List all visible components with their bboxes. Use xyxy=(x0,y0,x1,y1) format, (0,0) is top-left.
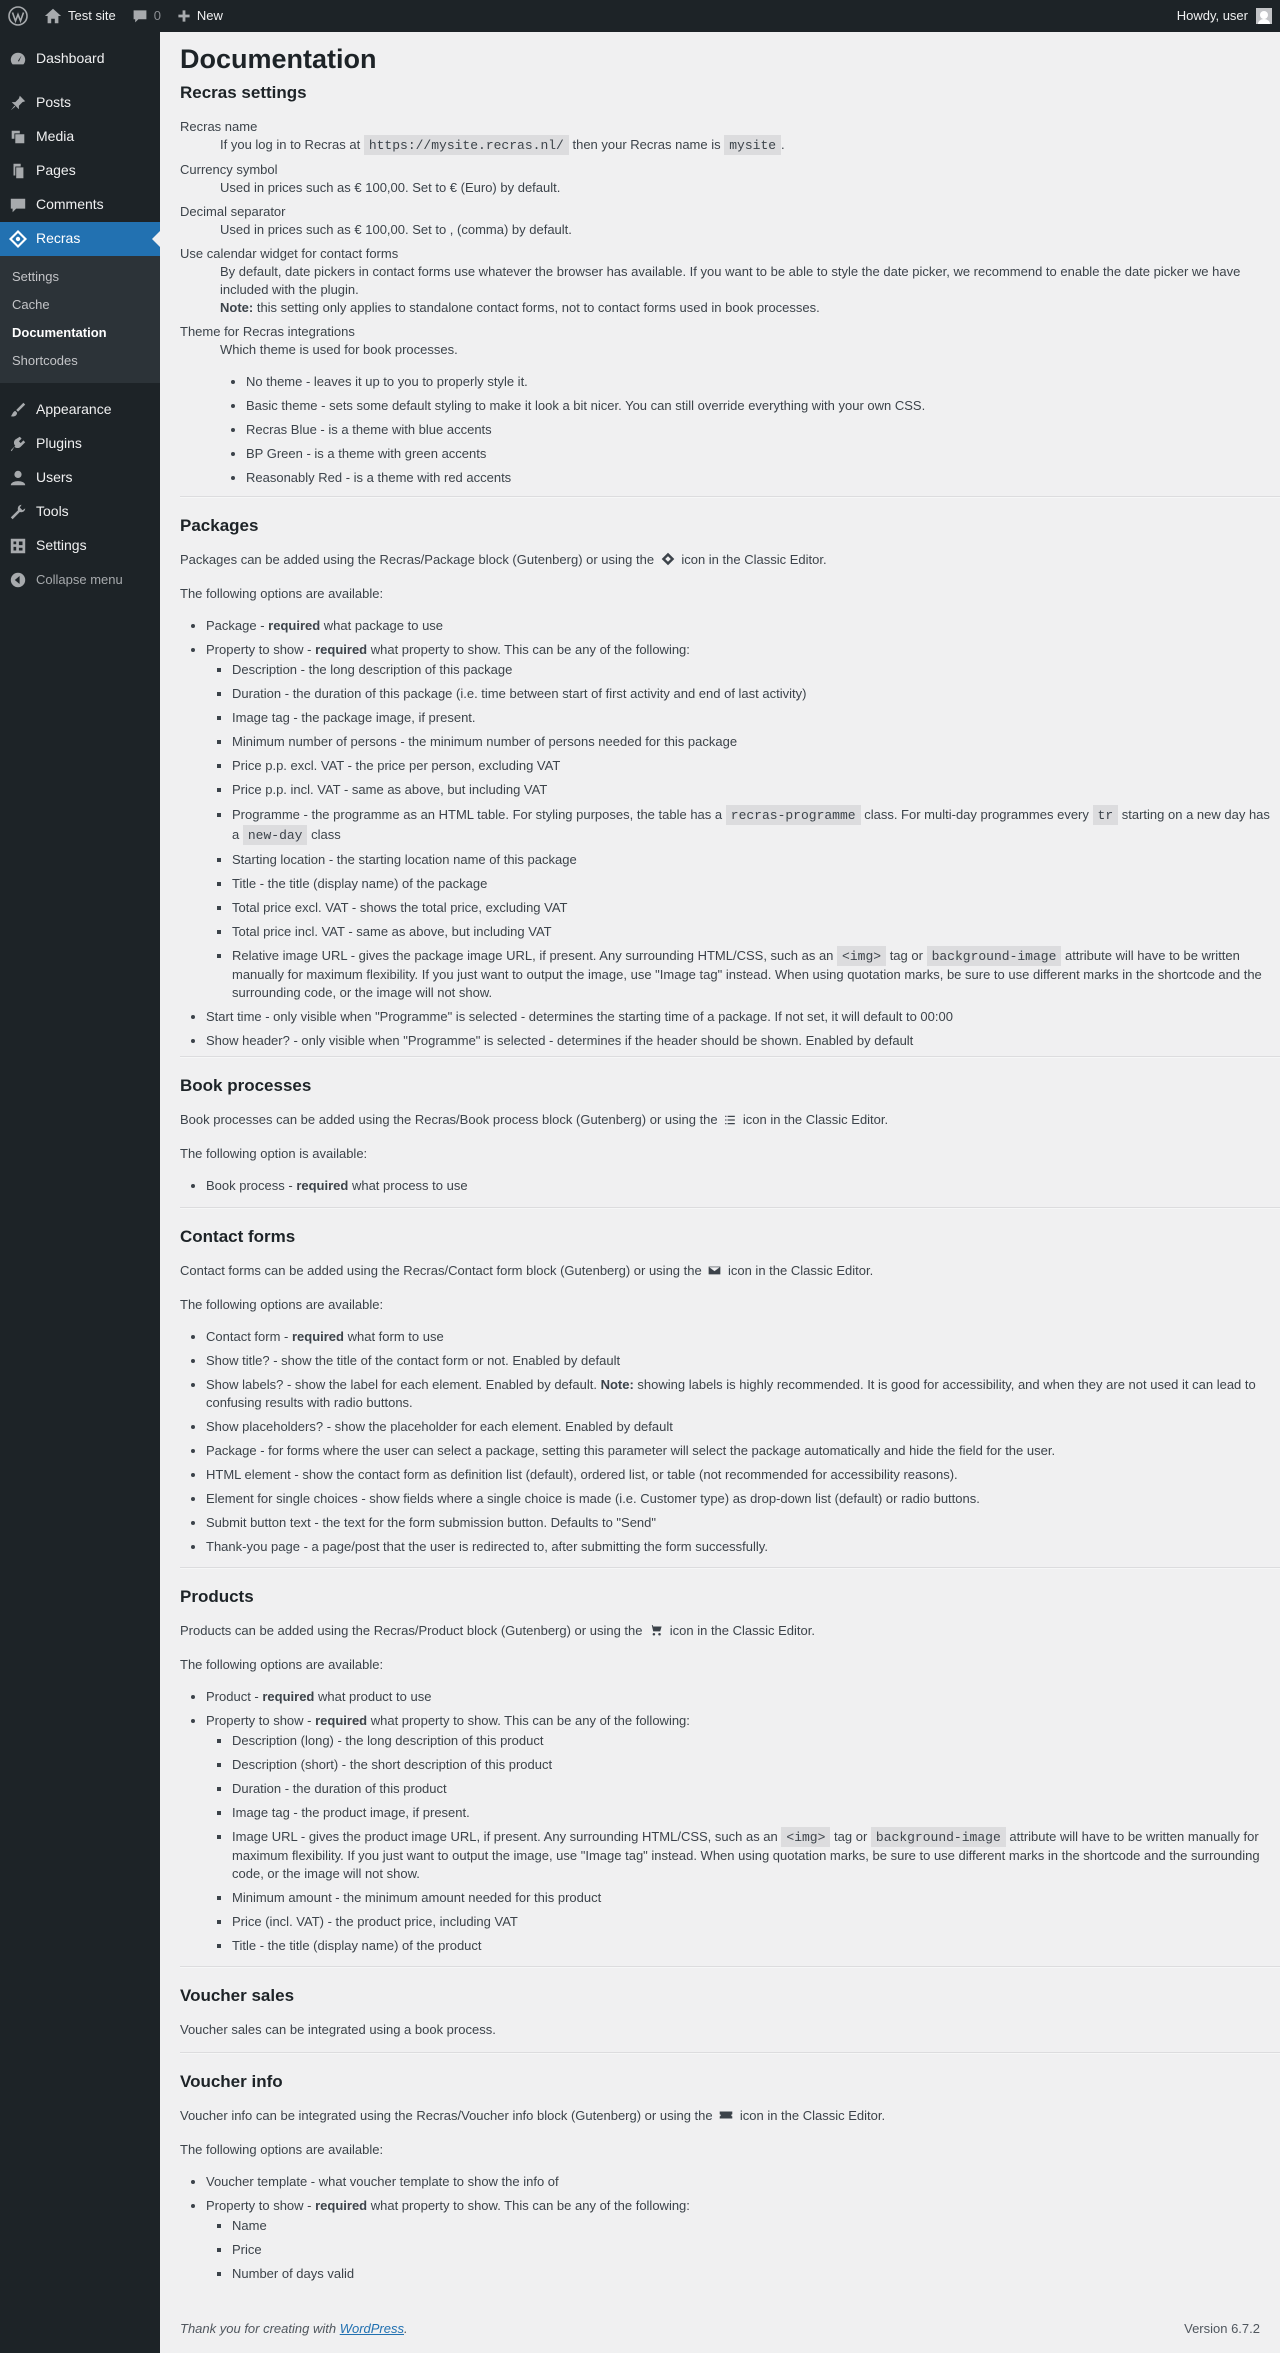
list-icon xyxy=(724,1113,736,1131)
list-item: ▪ Total price excl. VAT - shows the total price, excluding VAT xyxy=(232,899,1280,917)
sidebar-item-label: Tools xyxy=(36,503,69,520)
setting-description: Used in prices such as € 100,00. Set to € (Euro) by default. xyxy=(220,180,561,196)
text: icon in the Classic Editor. xyxy=(742,1112,889,1128)
media-icon xyxy=(8,127,28,147)
list-item: • Show header? - only visible when "Programme" is selected - determines if the header should be shown. Enabled by default xyxy=(206,1032,1280,1050)
text: Show labels? - show the label for each element. Enabled by default. xyxy=(206,1377,601,1393)
text: tag or xyxy=(834,1829,868,1845)
text: attribute will have to be written manually for maximum flexibility. If you just want to output the image, use "Image tag" instead. When using quotation marks, be sure to use different marks in the shortcode and the surrounding code, or the image will not show. xyxy=(232,1829,1260,1882)
setting-term: Use calendar widget for contact forms xyxy=(180,246,399,262)
text: Book processes can be added using the Recras/Book process block (Gutenberg) or using the xyxy=(180,1112,718,1128)
list-item: ▪ Minimum number of persons - the minimum number of persons needed for this package xyxy=(232,733,1280,751)
note-label: Note: xyxy=(220,300,254,316)
comments-icon xyxy=(8,195,28,215)
settings-icon xyxy=(8,536,28,556)
cart-icon xyxy=(649,1623,663,1642)
code: new-day xyxy=(243,825,308,845)
sidebar-item-label: Comments xyxy=(36,196,104,213)
required-label: required xyxy=(291,1329,344,1345)
list-item xyxy=(206,1177,1280,1195)
list-item: • Show title? - show the title of the contact form or not. Enabled by default xyxy=(206,1352,1280,1370)
section-intro xyxy=(180,1111,1280,1131)
footer-version: Version 6.7.2 xyxy=(1184,2321,1260,2336)
list-item xyxy=(206,641,1280,1002)
footer-thanks xyxy=(180,2320,408,2338)
users-icon xyxy=(8,468,28,488)
options-intro: The following options are available: xyxy=(180,1657,384,1673)
list-item xyxy=(206,1328,1280,1346)
text: then your Recras name is xyxy=(572,137,721,153)
sidebar-item-pages[interactable] xyxy=(0,154,160,188)
list-item: • Thank-you page - a page/post that the user is redirected to, after submitting the form successfully. xyxy=(206,1538,1280,1556)
text: what package to use xyxy=(320,618,444,634)
voucher-info-section xyxy=(180,2054,1280,2283)
sidebar-item-comments[interactable] xyxy=(0,188,160,222)
setting-term: Recras name xyxy=(180,119,258,135)
sidebar-item-label: Dashboard xyxy=(36,50,105,67)
list-item: ▪ Starting location - the starting location name of this package xyxy=(232,851,1280,869)
list-item: ▪ Number of days valid xyxy=(232,2265,1280,2283)
sidebar-item-label: Recras xyxy=(36,230,81,247)
required-label: required xyxy=(262,1689,315,1705)
comments-link[interactable] xyxy=(124,0,169,32)
avatar xyxy=(1256,8,1272,24)
setting-description xyxy=(220,136,1280,155)
text: this setting only applies to standalone contact forms, not to contact forms used in book processes. xyxy=(253,300,820,316)
list-item xyxy=(206,617,1280,635)
list-item: • Recras Blue - is a theme with blue accents xyxy=(246,421,1280,439)
text: what product to use xyxy=(314,1689,432,1705)
sidebar-item-plugins[interactable] xyxy=(0,427,160,461)
list-item: ▪ Image tag - the product image, if present. xyxy=(232,1804,1280,1822)
text: attribute will have to be written manually for maximum flexibility. If you just want to output the image, use "Image tag" instead. When using quotation marks, be sure to use different marks in the shortcode and the surrounding code, or the image will not show. xyxy=(232,948,1262,1001)
list-item xyxy=(206,1688,1280,1706)
property-list xyxy=(206,2217,1280,2283)
sidebar-item-appearance[interactable] xyxy=(0,393,160,427)
text: what process to use xyxy=(348,1178,468,1194)
sidebar-item-label: Appearance xyxy=(36,401,112,418)
list-item: ▪ Image tag - the package image, if present. xyxy=(232,709,1280,727)
list-item: ▪ Description (short) - the short description of this product xyxy=(232,1756,1280,1774)
options-intro: The following options are available: xyxy=(180,2142,384,2158)
page-title: Documentation xyxy=(180,44,377,74)
setting-description: Used in prices such as € 100,00. Set to , (comma) by default. xyxy=(220,222,572,238)
packages-section xyxy=(180,498,1280,1056)
text: what form to use xyxy=(343,1329,444,1345)
home-icon xyxy=(44,7,62,25)
code: recras-programme xyxy=(726,805,861,825)
list-item: • Start time - only visible when "Programme" is selected - determines the starting time of a package. If not set, it will default to 00:00 xyxy=(206,1008,1280,1026)
list-item: ▪ Price (incl. VAT) - the product price, including VAT xyxy=(232,1913,1280,1931)
text: Product - xyxy=(206,1689,263,1705)
section-intro xyxy=(180,551,1280,571)
collapse-menu-button[interactable] xyxy=(0,563,160,597)
new-label: New xyxy=(196,7,223,23)
text: Property to show - xyxy=(206,1713,316,1729)
code: background-image xyxy=(871,1827,1006,1847)
text: showing labels is highly recommended. It is good for accessibility, and when they are not used it can lead to confusing results with radio buttons. xyxy=(206,1377,1256,1411)
envelope-icon xyxy=(708,1264,721,1282)
products-section xyxy=(180,1569,1280,1966)
list-item: • Basic theme - sets some default styling to make it look a bit nicer. You can still override everything with your own CSS. xyxy=(246,397,1280,415)
recras-submenu xyxy=(0,256,160,383)
text: class xyxy=(311,827,341,843)
settings-list xyxy=(180,118,1280,487)
list-item xyxy=(206,1712,1280,1955)
admin-sidebar xyxy=(0,32,160,2353)
sidebar-item-label: Users xyxy=(36,469,73,486)
list-item: • Show placeholders? - show the placeholder for each element. Enabled by default xyxy=(206,1418,1280,1436)
theme-list xyxy=(220,373,1280,487)
text: By default, date pickers in contact forms use whatever the browser has available. If you want to be able to style the date picker, we recommend to enable the date picker we have included with the plugin. xyxy=(220,264,1241,298)
text: starting on a new day has a xyxy=(232,807,1270,843)
text: Contact form - xyxy=(206,1329,292,1345)
section-heading: Recras settings xyxy=(180,83,307,102)
recras-settings-section xyxy=(180,82,1280,496)
main-content xyxy=(180,32,1280,2289)
section-heading: Book processes xyxy=(180,1076,312,1095)
setting-term: Currency symbol xyxy=(180,162,278,178)
code: https://mysite.recras.nl/ xyxy=(364,135,569,155)
comment-bubble-icon xyxy=(132,8,148,24)
sidebar-item-label: Settings xyxy=(36,537,87,554)
section-heading: Voucher info xyxy=(180,2072,283,2091)
list-item: • Element for single choices - show fields where a single choice is made (i.e. Customer type) as drop-down list (default) or radio buttons. xyxy=(206,1490,1280,1508)
section-intro xyxy=(180,1622,1280,1642)
text: what property to show. This can be any of the following: xyxy=(367,642,690,658)
options-intro: The following options are available: xyxy=(180,1297,384,1313)
list-item xyxy=(232,805,1280,845)
section-heading: Contact forms xyxy=(180,1227,296,1246)
book-processes-section xyxy=(180,1058,1280,1207)
sidebar-item-tools[interactable] xyxy=(0,495,160,529)
text: icon in the Classic Editor. xyxy=(727,1263,874,1279)
section-heading: Products xyxy=(180,1587,254,1606)
howdy-text: Howdy, user xyxy=(1176,7,1248,23)
text: Programme - the programme as an HTML table. For styling purposes, the table has a xyxy=(232,807,723,823)
list-item xyxy=(232,947,1280,1002)
plugin-icon xyxy=(8,434,28,454)
text: Image URL - gives the product image URL, if present. Any surrounding HTML/CSS, such as an xyxy=(232,1829,778,1845)
list-item: ▪ Price p.p. excl. VAT - the price per person, excluding VAT xyxy=(232,757,1280,775)
collapse-arrow-icon xyxy=(8,570,28,590)
sidebar-item-label: Plugins xyxy=(36,435,82,452)
site-name: Test site xyxy=(68,7,116,23)
options-list xyxy=(180,617,1280,1050)
plus-icon xyxy=(177,9,191,23)
setting-description xyxy=(220,341,1280,487)
list-item: ▪ Description (long) - the long description of this product xyxy=(232,1732,1280,1750)
collapse-label: Collapse menu xyxy=(36,571,123,587)
recras-icon xyxy=(8,229,28,249)
options-list xyxy=(180,1688,1280,1955)
text: class. For multi-day programmes every xyxy=(864,807,1089,823)
list-item: ▪ Minimum amount - the minimum amount needed for this product xyxy=(232,1889,1280,1907)
ticket-icon xyxy=(719,2108,733,2127)
options-intro: The following option is available: xyxy=(180,1146,368,1162)
wordpress-logo-icon[interactable] xyxy=(0,0,36,32)
pages-icon xyxy=(8,161,28,181)
setting-term: Theme for Recras integrations xyxy=(180,324,355,340)
sidebar-item-label: Posts xyxy=(36,94,72,111)
note-label: Note: xyxy=(600,1377,634,1393)
contact-forms-section xyxy=(180,1209,1280,1567)
list-item: • Reasonably Red - is a theme with red accents xyxy=(246,469,1280,487)
list-item: ▪ Description - the long description of this package xyxy=(232,661,1280,679)
section-intro xyxy=(180,2107,1280,2127)
required-label: required xyxy=(315,1713,368,1729)
sidebar-item-label: Media xyxy=(36,128,75,145)
submenu-item-cache[interactable]: Cache xyxy=(12,296,50,312)
text: what property to show. This can be any of the following: xyxy=(367,1713,690,1729)
wordpress-link[interactable]: WordPress xyxy=(339,2321,404,2336)
text: Which theme is used for book processes. xyxy=(220,342,458,358)
required-label: required xyxy=(268,618,321,634)
list-item: • No theme - leaves it up to you to properly style it. xyxy=(246,373,1280,391)
list-item: ▪ Duration - the duration of this package (i.e. time between start of first activity and end of last activity) xyxy=(232,685,1280,703)
list-item: • Package - for forms where the user can select a package, setting this parameter will select the package automatically and hide the field for the user. xyxy=(206,1442,1280,1460)
text: Contact forms can be added using the Recras/Contact form block (Gutenberg) or using the xyxy=(180,1263,702,1279)
list-item: ▪ Total price incl. VAT - same as above, but including VAT xyxy=(232,923,1280,941)
list-item: ▪ Title - the title (display name) of the product xyxy=(232,1937,1280,1955)
text: Package - xyxy=(206,618,269,634)
code: mysite xyxy=(724,135,781,155)
section-intro xyxy=(180,1262,1280,1282)
text: If you log in to Recras at xyxy=(220,137,361,153)
submenu-item-documentation[interactable]: Documentation xyxy=(12,324,107,340)
text: Thank you for creating with xyxy=(180,2321,340,2336)
text: tag or xyxy=(889,948,923,964)
setting-description xyxy=(220,263,1280,317)
submenu-item-shortcodes[interactable]: Shortcodes xyxy=(12,352,78,368)
list-item: • Voucher template - what voucher template to show the info of xyxy=(206,2173,1280,2191)
site-name-link[interactable] xyxy=(36,0,124,32)
text: icon in the Classic Editor. xyxy=(739,2108,886,2124)
text: . xyxy=(781,137,785,153)
list-item: ▪ Price p.p. incl. VAT - same as above, but including VAT xyxy=(232,781,1280,799)
sidebar-item-settings[interactable] xyxy=(0,529,160,563)
options-list xyxy=(180,1328,1280,1556)
dashboard-icon xyxy=(8,49,28,69)
brush-icon xyxy=(8,400,28,420)
list-item: • Submit button text - the text for the form submission button. Defaults to "Send" xyxy=(206,1514,1280,1532)
setting-term: Decimal separator xyxy=(180,204,286,220)
sidebar-item-posts[interactable] xyxy=(0,86,160,120)
list-item: ▪ Name xyxy=(232,2217,1280,2235)
code: <img> xyxy=(837,946,886,966)
property-list xyxy=(206,1732,1280,1955)
list-item xyxy=(206,2197,1280,2283)
sidebar-item-media[interactable] xyxy=(0,120,160,154)
property-list xyxy=(206,661,1280,1002)
pin-icon xyxy=(8,93,28,113)
required-label: required xyxy=(315,2198,368,2214)
sidebar-item-label: Pages xyxy=(36,162,76,179)
list-item: • HTML element - show the contact form as definition list (default), ordered list, or table (not recommended for accessibility reasons). xyxy=(206,1466,1280,1484)
sidebar-item-recras[interactable] xyxy=(0,222,160,256)
text: Relative image URL - gives the package image URL, if present. Any surrounding HTML/CSS, such as an xyxy=(232,948,834,964)
package-tag-icon xyxy=(661,552,675,571)
code: <img> xyxy=(781,1827,830,1847)
text: . xyxy=(404,2321,408,2336)
text: Products can be added using the Recras/Product block (Gutenberg) or using the xyxy=(180,1623,643,1639)
text: Voucher info can be integrated using the Recras/Voucher info block (Gutenberg) or using the xyxy=(180,2108,713,2124)
wrench-icon xyxy=(8,502,28,522)
text: Property to show - xyxy=(206,642,316,658)
list-item xyxy=(232,1828,1280,1883)
admin-bar xyxy=(0,0,1280,32)
text: icon in the Classic Editor. xyxy=(681,552,827,568)
voucher-sales-section xyxy=(180,1968,1280,2052)
section-heading: Voucher sales xyxy=(180,1986,295,2005)
list-item xyxy=(206,1376,1280,1412)
required-label: required xyxy=(315,642,368,658)
text: icon in the Classic Editor. xyxy=(669,1623,815,1639)
section-text: Voucher sales can be integrated using a book process. xyxy=(180,2022,496,2038)
text: Property to show - xyxy=(206,2198,316,2214)
list-item: ▪ Title - the title (display name) of the package xyxy=(232,875,1280,893)
account-menu[interactable] xyxy=(1169,0,1280,32)
text: what property to show. This can be any of the following: xyxy=(367,2198,690,2214)
code: background-image xyxy=(927,946,1062,966)
code: tr xyxy=(1093,805,1119,825)
comment-count: 0 xyxy=(153,7,161,23)
text: Book process - xyxy=(206,1178,297,1194)
sidebar-item-users[interactable] xyxy=(0,461,160,495)
options-list xyxy=(180,2173,1280,2283)
sidebar-item-dashboard[interactable] xyxy=(0,42,160,76)
section-heading: Packages xyxy=(180,516,259,535)
submenu-item-settings[interactable]: Settings xyxy=(12,268,59,284)
list-item: • BP Green - is a theme with green accents xyxy=(246,445,1280,463)
text: Packages can be added using the Recras/Package block (Gutenberg) or using the xyxy=(180,552,655,568)
options-list xyxy=(180,1177,1280,1195)
new-content-link[interactable] xyxy=(169,0,231,32)
list-item: ▪ Duration - the duration of this product xyxy=(232,1780,1280,1798)
required-label: required xyxy=(296,1178,349,1194)
options-intro: The following options are available: xyxy=(180,586,384,602)
list-item: ▪ Price xyxy=(232,2241,1280,2259)
